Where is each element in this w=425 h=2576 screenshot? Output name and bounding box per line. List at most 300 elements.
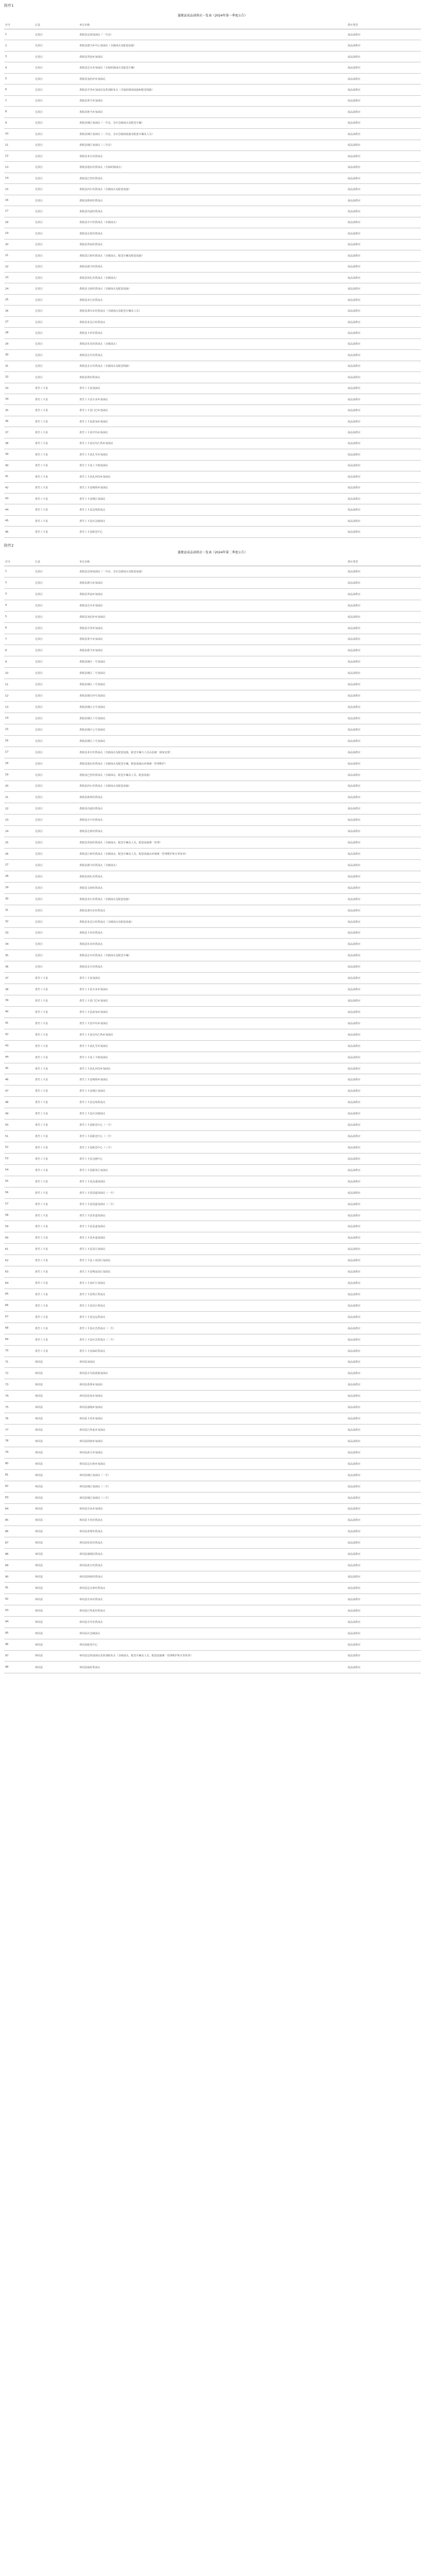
cell-district: 墨竹工卡县 (34, 383, 78, 394)
cell-index: 16 (4, 735, 34, 747)
cell-supply-type: 成品油供应 (347, 1571, 421, 1583)
cell-unit-name: 墨竹工卡县国道加油站（二号） (78, 1198, 347, 1210)
cell-district: 达孜区 (34, 51, 78, 62)
cell-unit-name: 墨竹工卡县扎西岗乡加油站 (78, 471, 347, 482)
cell-district: 达孜区 (34, 283, 78, 294)
cell-supply-type: 成品油供应 (347, 577, 421, 588)
cell-supply-type: 成品油供应 (347, 1549, 421, 1560)
table-row (4, 781, 421, 792)
cell-index: 27 (4, 316, 34, 327)
table-row (4, 1187, 421, 1198)
table-row (4, 405, 421, 416)
cell-unit-name: 墨竹工卡县应急供油点（一号） (78, 1323, 347, 1334)
cell-index: 43 (4, 1040, 34, 1052)
cell-unit-name: 墨脱县那尔东村供油点（含储油点及配送车辆及人员） (78, 306, 347, 316)
cell-index: 76 (4, 1413, 34, 1425)
cell-index: 36 (4, 961, 34, 973)
cell-district: 墨竹工卡县 (34, 1289, 78, 1300)
cell-unit-name: 墨脱县城区五号加油站 (78, 702, 347, 713)
table-row (4, 328, 421, 338)
cell-supply-type: 成品油供应 (347, 747, 421, 758)
cell-index: 16 (4, 195, 34, 206)
table-row (4, 1560, 421, 1571)
table-row (4, 1040, 421, 1052)
cell-index: 8 (4, 645, 34, 656)
attachment-label-1: 附件1 (4, 4, 14, 8)
cell-index: 47 (4, 1086, 34, 1097)
cell-index: 52 (4, 1142, 34, 1154)
cell-district: 墨竹工卡县 (34, 1164, 78, 1176)
cell-supply-type: 成品油供应 (347, 826, 421, 837)
cell-index: 41 (4, 471, 34, 482)
table-row (4, 645, 421, 656)
cell-index: 93 (4, 1605, 34, 1616)
table-row (4, 758, 421, 769)
table-row (4, 1323, 421, 1334)
table-row (4, 950, 421, 961)
cell-index: 87 (4, 1537, 34, 1549)
table-row (4, 283, 421, 294)
table-row (4, 1120, 421, 1131)
cell-index: 55 (4, 1176, 34, 1187)
cell-supply-type: 成品油供应 (347, 338, 421, 349)
cell-index: 75 (4, 1402, 34, 1413)
table-row (4, 871, 421, 882)
cell-supply-type: 成品油供应 (347, 837, 421, 849)
cell-district: 林周县 (34, 1662, 78, 1673)
cell-supply-type: 成品油供应 (347, 984, 421, 995)
cell-district: 达孜区 (34, 577, 78, 588)
cell-unit-name: 墨脱县文朗村供油点 (78, 882, 347, 893)
cell-district: 达孜区 (34, 679, 78, 690)
cell-supply-type: 成品油供应 (347, 162, 421, 173)
cell-index: 43 (4, 494, 34, 504)
cell-unit-name: 墨脱县城区三号加油站 (78, 679, 347, 690)
cell-unit-name: 林周县应急储油点 (78, 1628, 347, 1639)
cell-index: 32 (4, 372, 34, 383)
cell-supply-type: 成品油供应 (347, 1063, 421, 1074)
cell-index: 78 (4, 1435, 34, 1447)
table-row (4, 217, 421, 228)
cell-supply-type: 成品油供应 (347, 84, 421, 95)
table-row (4, 1639, 421, 1650)
table-row (4, 184, 421, 195)
table-row (4, 1492, 421, 1503)
cell-unit-name: 墨脱县格林村供油点 (78, 792, 347, 803)
cell-district: 林周县 (34, 1549, 78, 1560)
cell-unit-name: 林周县配送中心 (78, 1639, 347, 1650)
table-row (4, 361, 421, 371)
cell-supply-type: 成品油供应 (347, 1029, 421, 1040)
cell-index: 5 (4, 611, 34, 622)
cell-supply-type: 成品油供应 (347, 803, 421, 815)
cell-index: 7 (4, 634, 34, 645)
cell-supply-type: 成品油供应 (347, 62, 421, 73)
cell-supply-type: 成品油供应 (347, 1006, 421, 1018)
cell-unit-name: 墨脱县江新村供油点（含储油点、配送车辆及配套设施） (78, 250, 347, 261)
cell-unit-name: 墨竹工卡县门巴乡加油站 (78, 405, 347, 416)
cell-district: 达孜区 (34, 239, 78, 250)
cell-index: 18 (4, 217, 34, 228)
cell-supply-type: 成品油供应 (347, 611, 421, 622)
cell-district: 达孜区 (34, 350, 78, 361)
cell-supply-type: 成品油供应 (347, 228, 421, 239)
cell-district: 林周县 (34, 1402, 78, 1413)
cell-district: 墨竹工卡县 (34, 1221, 78, 1232)
cell-index: 34 (4, 394, 34, 404)
cell-district: 林周县 (34, 1639, 78, 1650)
table-row (4, 162, 421, 173)
cell-unit-name: 墨竹工卡县扎雪乡加油站 (78, 449, 347, 460)
cell-supply-type: 成品油供应 (347, 1503, 421, 1515)
cell-supply-type: 成品油供应 (347, 1142, 421, 1154)
cell-district: 林周县 (34, 1391, 78, 1402)
cell-unit-name: 墨脱县卡布村供油点 (78, 927, 347, 939)
table-row (4, 1628, 421, 1639)
cell-unit-name: 墨竹工卡县甲玛乡加油站 (78, 427, 347, 438)
cell-unit-name: 墨竹工卡县嘎则乡加油站 (78, 1074, 347, 1086)
table-row (4, 1266, 421, 1278)
cell-district: 墨竹工卡县 (34, 1108, 78, 1120)
cell-unit-name: 墨脱县德兴乡加油站 (78, 577, 347, 588)
cell-district: 墨竹工卡县 (34, 1086, 78, 1097)
cell-district: 达孜区 (34, 250, 78, 261)
cell-unit-name: 林周县边交林乡加油站 (78, 1458, 347, 1469)
cell-index: 3 (4, 51, 34, 62)
cell-district: 林周县 (34, 1458, 78, 1469)
cell-district: 达孜区 (34, 769, 78, 781)
cell-index: 12 (4, 690, 34, 702)
cell-index: 74 (4, 1391, 34, 1402)
cell-index: 13 (4, 162, 34, 173)
table-row (4, 859, 421, 871)
table-row (4, 1469, 421, 1481)
cell-index: 97 (4, 1650, 34, 1662)
cell-district: 达孜区 (34, 713, 78, 724)
cell-index: 18 (4, 758, 34, 769)
table-row (4, 600, 421, 611)
cell-index: 92 (4, 1594, 34, 1605)
cell-index: 50 (4, 1120, 34, 1131)
cell-district: 墨竹工卡县 (34, 449, 78, 460)
cell-supply-type: 成品油供应 (347, 1232, 421, 1244)
cell-supply-type: 成品油供应 (347, 950, 421, 961)
cell-unit-name: 林周县卡孜乡加油站 (78, 1413, 347, 1425)
cell-index: 40 (4, 460, 34, 471)
cell-unit-name: 林周县松盘乡加油站 (78, 1391, 347, 1402)
cell-unit-name: 墨脱县边境加油站（一号站，含应急储油点及配套设施） (78, 566, 347, 578)
cell-unit-name: 林周县唐古乡加油站 (78, 1447, 347, 1458)
cell-index: 2 (4, 577, 34, 588)
cell-district: 达孜区 (34, 724, 78, 735)
cell-unit-name: 墨脱县背崩村供油点（含储油点、配送车辆及人员，配套设施统一管理） (78, 837, 347, 849)
table-row (4, 973, 421, 984)
cell-unit-name: 墨竹工卡县物流园区加油站 (78, 1266, 347, 1278)
header-unit-name: 单位名称 (78, 557, 347, 566)
cell-supply-type: 成品油供应 (347, 1266, 421, 1278)
cell-unit-name: 墨脱县贡日村供油点（含储油点及配送线路） (78, 361, 347, 371)
cell-index: 42 (4, 482, 34, 493)
cell-supply-type: 成品油供应 (347, 1357, 421, 1368)
table-row (4, 1537, 421, 1549)
cell-unit-name: 墨竹工卡县城区加油站 (78, 494, 347, 504)
table-row (4, 316, 421, 327)
cell-unit-name: 墨竹工卡县扎雪乡加油站 (78, 1040, 347, 1052)
cell-district: 墨竹工卡县 (34, 1311, 78, 1323)
cell-supply-type: 成品油供应 (347, 515, 421, 526)
cell-district: 墨竹工卡县 (34, 1187, 78, 1198)
cell-unit-name: 墨脱县卡布村供油点 (78, 328, 347, 338)
cell-supply-type: 成品油供应 (347, 849, 421, 860)
header-district: 区县 (34, 21, 78, 29)
cell-unit-name: 墨竹工卡县配送中心（三号） (78, 1142, 347, 1154)
cell-index: 26 (4, 306, 34, 316)
cell-unit-name: 墨脱县城区加油站（三号站） (78, 140, 347, 150)
table-row (4, 117, 421, 128)
cell-district: 林周县 (34, 1560, 78, 1571)
cell-district: 墨竹工卡县 (34, 471, 78, 482)
cell-supply-type: 成品油供应 (347, 117, 421, 128)
cell-index: 21 (4, 792, 34, 803)
cell-district: 达孜区 (34, 668, 78, 679)
cell-supply-type: 成品油供应 (347, 1198, 421, 1210)
table-row (4, 449, 421, 460)
cell-district: 达孜区 (34, 611, 78, 622)
cell-district: 达孜区 (34, 905, 78, 916)
cell-index: 90 (4, 1571, 34, 1583)
cell-district: 达孜区 (34, 871, 78, 882)
cell-unit-name: 墨脱县加拉萨乡加油站 (78, 611, 347, 622)
table-row (4, 1074, 421, 1086)
cell-index: 10 (4, 129, 34, 140)
table-row (4, 724, 421, 735)
cell-index: 4 (4, 600, 34, 611)
cell-district: 达孜区 (34, 702, 78, 713)
cell-supply-type: 成品油供应 (347, 702, 421, 713)
cell-district: 林周县 (34, 1379, 78, 1391)
cell-index: 30 (4, 893, 34, 905)
cell-supply-type: 成品油供应 (347, 1097, 421, 1108)
cell-district: 墨竹工卡县 (34, 1266, 78, 1278)
cell-district: 达孜区 (34, 939, 78, 950)
cell-supply-type: 成品油供应 (347, 1582, 421, 1594)
cell-district: 达孜区 (34, 566, 78, 578)
cell-unit-name: 墨竹工卡县工卡镇加油站 (78, 1052, 347, 1063)
cell-index: 65 (4, 1289, 34, 1300)
table-row (4, 1052, 421, 1063)
cell-index: 23 (4, 272, 34, 283)
cell-unit-name: 墨脱县达木乡加油站（含临时储油点及配送车辆） (78, 62, 347, 73)
table-row (4, 1221, 421, 1232)
cell-index: 48 (4, 1097, 34, 1108)
cell-unit-name: 墨竹工卡县甲玛乡加油站 (78, 1018, 347, 1029)
table-row (4, 129, 421, 140)
cell-index: 1 (4, 566, 34, 578)
table-row (4, 1481, 421, 1492)
cell-district: 林周县 (34, 1435, 78, 1447)
table-row (4, 51, 421, 62)
cell-unit-name: 墨脱县城区一号加油站 (78, 656, 347, 668)
cell-district: 达孜区 (34, 927, 78, 939)
table-header-row (4, 21, 421, 29)
cell-supply-type: 成品油供应 (347, 905, 421, 916)
cell-district: 达孜区 (34, 758, 78, 769)
cell-supply-type: 成品油供应 (347, 1628, 421, 1639)
cell-supply-type: 成品油供应 (347, 328, 421, 338)
cell-unit-name: 墨脱县城区七号加油站 (78, 724, 347, 735)
cell-supply-type: 成品油供应 (347, 1492, 421, 1503)
cell-unit-name: 林周县边交林村供油点 (78, 1582, 347, 1594)
cell-unit-name: 墨脱县达木乡加油站 (78, 600, 347, 611)
cell-unit-name: 林周县加油站 (78, 1357, 347, 1368)
cell-unit-name: 墨脱县德兴乡中心加油站（含储油点及配套设施） (78, 40, 347, 51)
cell-district: 达孜区 (34, 129, 78, 140)
table-row (4, 815, 421, 826)
cell-district: 达孜区 (34, 859, 78, 871)
cell-supply-type: 成品油供应 (347, 1221, 421, 1232)
cell-district: 达孜区 (34, 690, 78, 702)
cell-supply-type: 成品油供应 (347, 316, 421, 327)
cell-index: 54 (4, 1164, 34, 1176)
cell-unit-name: 墨竹工卡县尼玛江热乡加油站 (78, 438, 347, 449)
cell-supply-type: 成品油供应 (347, 1469, 421, 1481)
cell-index: 40 (4, 1006, 34, 1018)
cell-unit-name: 墨脱县达果村供油点 (78, 228, 347, 239)
cell-supply-type: 成品油供应 (347, 1120, 421, 1131)
cell-index: 22 (4, 261, 34, 272)
table-row (4, 1210, 421, 1221)
table-row (4, 84, 421, 95)
cell-supply-type: 成品油供应 (347, 622, 421, 634)
cell-district: 林周县 (34, 1594, 78, 1605)
cell-supply-type: 成品油供应 (347, 460, 421, 471)
cell-index: 72 (4, 1368, 34, 1379)
cell-supply-type: 成品油供应 (347, 95, 421, 106)
table-row (4, 1063, 421, 1074)
cell-supply-type: 成品油供应 (347, 184, 421, 195)
cell-supply-type: 成品油供应 (347, 1108, 421, 1120)
cell-district: 林周县 (34, 1582, 78, 1594)
cell-supply-type: 成品油供应 (347, 724, 421, 735)
cell-index: 35 (4, 405, 34, 416)
cell-supply-type: 成品油供应 (347, 1210, 421, 1221)
table-row (4, 527, 421, 538)
cell-unit-name: 墨脱县布龙村供油点（含储油点） (78, 338, 347, 349)
cell-index: 68 (4, 1323, 34, 1334)
cell-supply-type: 成品油供应 (347, 1413, 421, 1425)
cell-supply-type: 成品油供应 (347, 217, 421, 228)
cell-supply-type: 成品油供应 (347, 239, 421, 250)
cell-unit-name: 林周县旁多乡加油站 (78, 1503, 347, 1515)
table-row (4, 566, 421, 578)
cell-district: 达孜区 (34, 338, 78, 349)
cell-district: 达孜区 (34, 645, 78, 656)
cell-unit-name: 墨竹工卡县边境供油点 (78, 504, 347, 515)
cell-supply-type: 成品油供应 (347, 1074, 421, 1086)
cell-unit-name: 林周县强嘎村供油点 (78, 1549, 347, 1560)
cell-index: 20 (4, 781, 34, 792)
cell-unit-name: 墨脱县背崩乡加油站 (78, 588, 347, 600)
cell-index: 82 (4, 1481, 34, 1492)
cell-index: 31 (4, 361, 34, 371)
cell-index: 57 (4, 1198, 34, 1210)
cell-district: 墨竹工卡县 (34, 1244, 78, 1255)
cell-index: 25 (4, 294, 34, 305)
cell-supply-type: 成品油供应 (347, 40, 421, 51)
cell-supply-type: 成品油供应 (347, 1244, 421, 1255)
cell-supply-type: 成品油供应 (347, 272, 421, 283)
cell-supply-type: 成品油供应 (347, 1481, 421, 1492)
cell-district: 墨竹工卡县 (34, 1345, 78, 1357)
table-row (4, 1616, 421, 1628)
cell-index: 73 (4, 1379, 34, 1391)
table-row (4, 1108, 421, 1120)
cell-unit-name: 墨脱县达果村供油点 (78, 826, 347, 837)
cell-unit-name: 林周县江热夏村供油点 (78, 1605, 347, 1616)
table-row (4, 338, 421, 349)
cell-unit-name: 墨脱县巴登村供油点（含储油点、配送车辆及人员、配套设施） (78, 769, 347, 781)
table-row (4, 1244, 421, 1255)
cell-supply-type: 成品油供应 (347, 416, 421, 427)
cell-district: 墨竹工卡县 (34, 1210, 78, 1221)
table-row (4, 690, 421, 702)
header-index: 序号 (4, 21, 34, 29)
table-row (4, 1142, 421, 1154)
cell-district: 达孜区 (34, 73, 78, 84)
cell-unit-name: 墨脱县城区四号加油站 (78, 690, 347, 702)
table-row (4, 1458, 421, 1469)
table-row (4, 1198, 421, 1210)
cell-unit-name: 林周县强嘎乡加油站 (78, 1402, 347, 1413)
cell-supply-type: 成品油供应 (347, 588, 421, 600)
cell-index: 67 (4, 1311, 34, 1323)
cell-supply-type: 成品油供应 (347, 1334, 421, 1345)
table-row (4, 1232, 421, 1244)
cell-supply-type: 成品油供应 (347, 107, 421, 117)
cell-unit-name: 林周县卡孜村供油点 (78, 1515, 347, 1526)
cell-district: 墨竹工卡县 (34, 405, 78, 416)
attachment-label-2: 附件2 (4, 544, 14, 548)
cell-unit-name: 墨竹工卡县牧区供油点 (78, 1289, 347, 1300)
table-row (4, 1515, 421, 1526)
cell-index: 37 (4, 973, 34, 984)
table-row (4, 95, 421, 106)
cell-index: 44 (4, 1052, 34, 1063)
table-row (4, 1255, 421, 1266)
table-row (4, 1526, 421, 1537)
supply-table-2 (4, 557, 421, 1673)
table-row (4, 1582, 421, 1594)
cell-district: 达孜区 (34, 372, 78, 383)
cell-supply-type: 成品油供应 (347, 427, 421, 438)
cell-index: 31 (4, 905, 34, 916)
cell-supply-type: 成品油供应 (347, 859, 421, 871)
cell-unit-name: 墨脱县达木村供油点（含储油点及配送车辆） (78, 950, 347, 961)
header-unit-name: 单位名称 (78, 21, 347, 29)
cell-unit-name: 墨竹工卡县应急储油点 (78, 1108, 347, 1120)
table-row (4, 668, 421, 679)
cell-supply-type: 成品油供应 (347, 1368, 421, 1379)
cell-unit-name: 墨竹工卡县服务区加油站 (78, 1164, 347, 1176)
cell-index: 11 (4, 140, 34, 150)
cell-index: 77 (4, 1425, 34, 1436)
cell-unit-name: 墨竹工卡县日多乡加油站 (78, 984, 347, 995)
cell-unit-name: 墨脱县旁辛村供油点（含储油点） (78, 217, 347, 228)
cell-supply-type: 成品油供应 (347, 1526, 421, 1537)
cell-index: 60 (4, 1232, 34, 1244)
cell-index: 9 (4, 656, 34, 668)
cell-supply-type: 成品油供应 (347, 405, 421, 416)
